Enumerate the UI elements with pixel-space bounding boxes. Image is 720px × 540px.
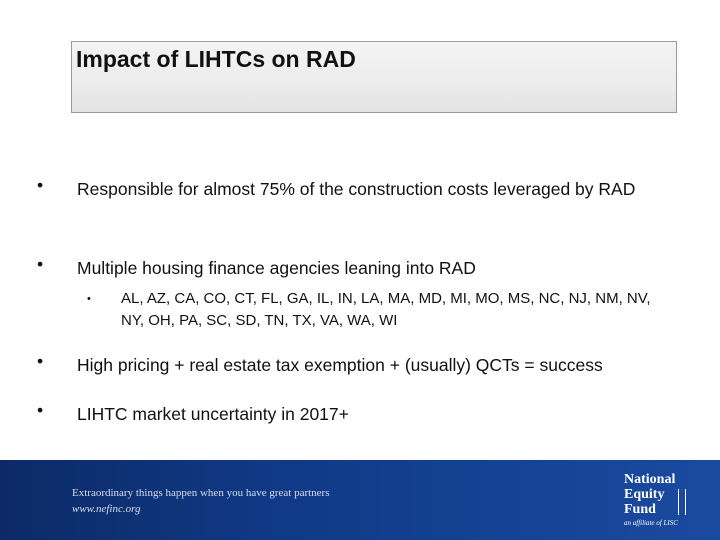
logo-line: National — [624, 472, 676, 487]
footer-tagline: Extraordinary things happen when you have great partners — [72, 487, 330, 499]
footer-banner — [0, 460, 720, 540]
bullet-marker: • — [37, 254, 44, 274]
bullet-item — [37, 175, 657, 203]
logo-mark-icon — [678, 489, 686, 515]
bullet-text: Multiple housing finance agencies leaning into RAD — [77, 258, 476, 278]
bullet-item — [37, 351, 677, 379]
bullet-item — [37, 254, 657, 282]
sub-bullet-item — [87, 288, 661, 332]
bullet-text: High pricing + real estate tax exemption + (usually) QCTs = success — [77, 355, 603, 375]
sub-bullet-text: AL, AZ, CA, CO, CT, FL, GA, IL, IN, LA, MA, MD, MI, MO, MS, NC, NJ, NM, NV, NY, OH, PA, SC, SD, TN, TX, VA, WA, WI — [121, 290, 651, 329]
logo-line: Fund — [624, 502, 656, 517]
sub-bullet-marker: • — [87, 293, 91, 305]
slide-title: Impact of LIHTCs on RAD — [76, 46, 356, 72]
bullet-item — [37, 400, 677, 428]
bullet-marker: • — [37, 400, 44, 420]
bullet-marker: • — [37, 351, 44, 371]
bullet-text: Responsible for almost 75% of the construction costs leveraged by RAD — [77, 179, 636, 199]
bullet-marker: • — [37, 175, 44, 195]
logo-line: Equity — [624, 487, 665, 502]
logo-subtext: an affiliate of LISC — [624, 519, 678, 527]
national-equity-fund-logo — [624, 472, 700, 536]
bullet-text: LIHTC market uncertainty in 2017+ — [77, 404, 349, 424]
footer-url-link[interactable]: www.nefinc.org — [72, 503, 141, 515]
